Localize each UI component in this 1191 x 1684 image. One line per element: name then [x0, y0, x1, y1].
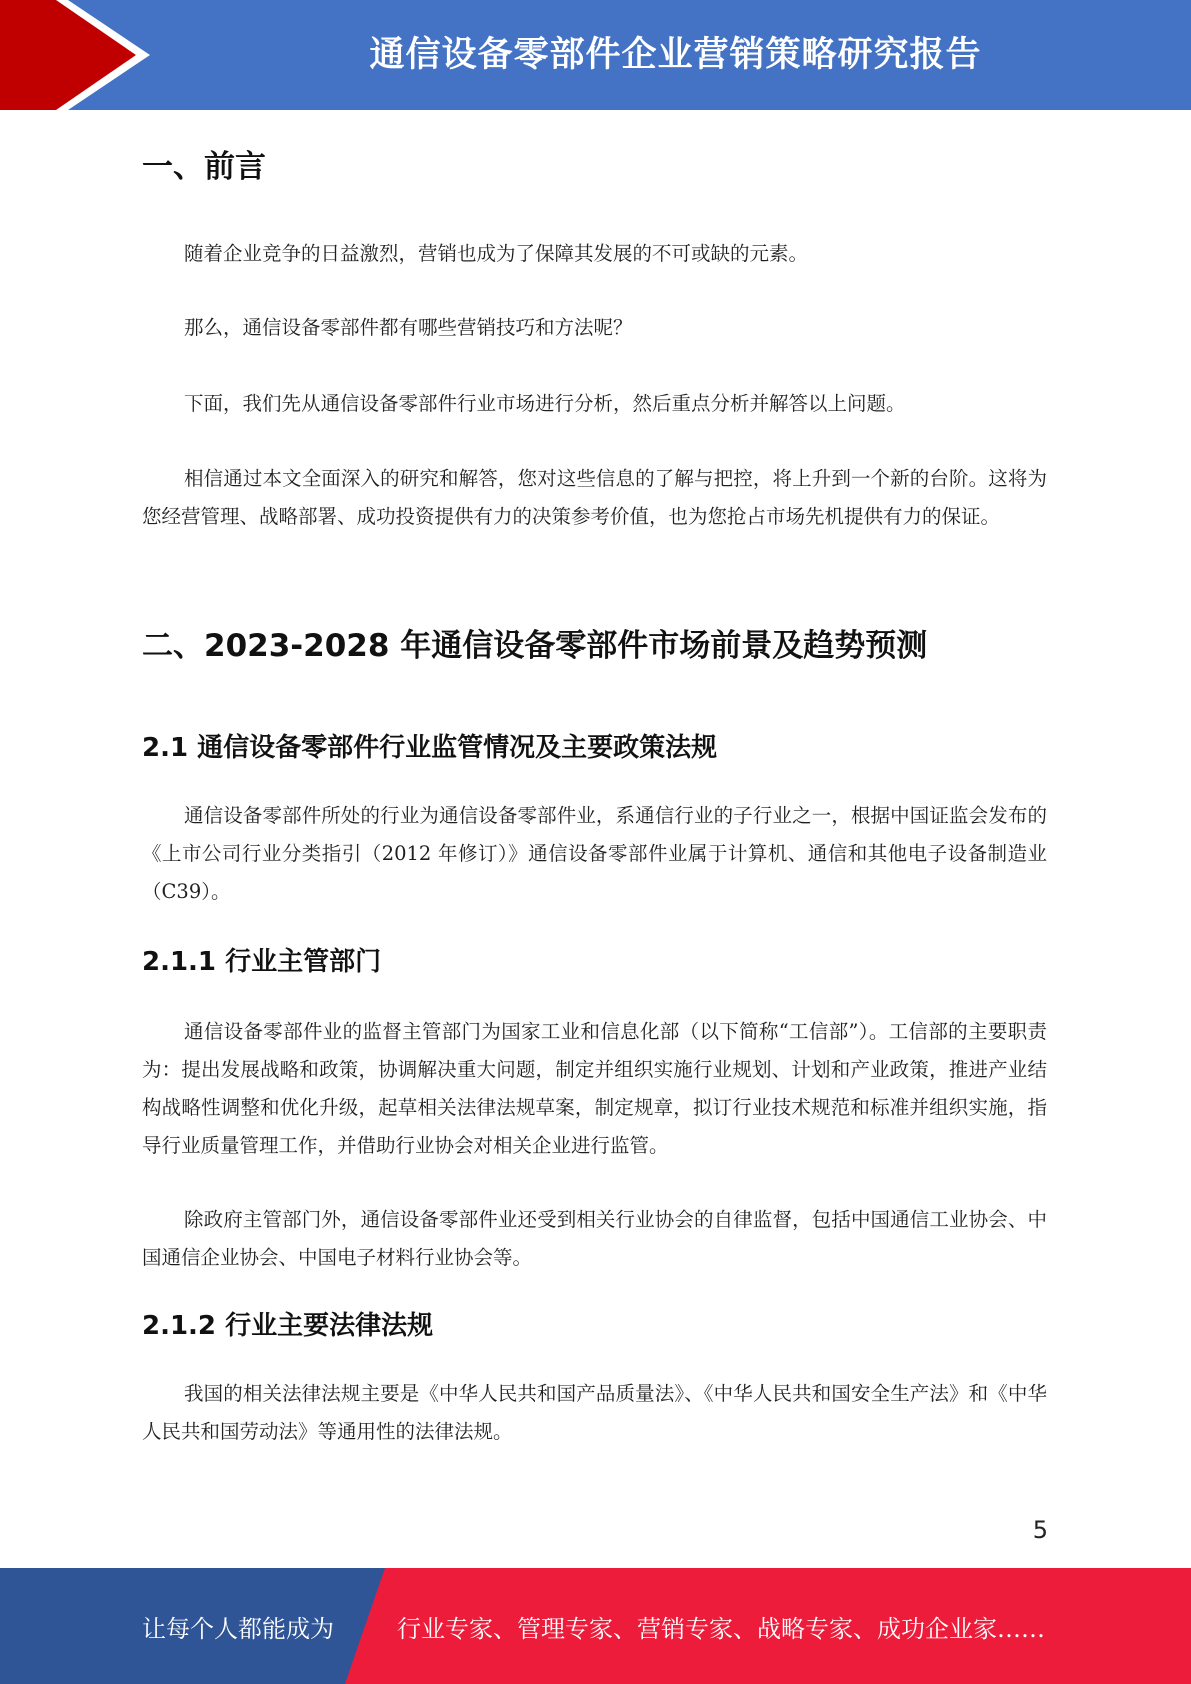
subsection-2-1-paragraph: 通信设备零部件所处的行业为通信设备零部件业，系通信行业的子行业之一，根据中国证监会发布的《上市公司行业分类指引（2012 年修订）》通信设备零部件业属于计算机、通信和其他电子设备制造业（C39）。: [142, 804, 1047, 903]
header-arrow-icon: [0, 0, 160, 110]
footer-slogan-left: 让每个人都能成为: [142, 1614, 334, 1643]
section-heading-market-forecast: 二、2023-2028 年通信设备零部件市场前景及趋势预测: [142, 628, 928, 664]
subsection-2-1-1-paragraph-2: 除政府主管部门外，通信设备零部件业还受到相关行业协会的自律监督，包括中国通信工业协会、中国通信企业协会、中国电子材料行业协会等。: [142, 1208, 1047, 1269]
footer-banner: [0, 1568, 1191, 1684]
document-title: 通信设备零部件企业营销策略研究报告: [369, 35, 982, 75]
preface-paragraph-3: 下面，我们先从通信设备零部件行业市场进行分析，然后重点分析并解答以上问题。: [184, 392, 906, 415]
footer-slogan-right: 行业专家、管理专家、营销专家、战略专家、成功企业家……: [397, 1614, 1045, 1643]
subsection-heading-2-1: 2.1 通信设备零部件行业监管情况及主要政策法规: [142, 733, 718, 763]
preface-paragraph-1: 随着企业竞争的日益激烈，营销也成为了保障其发展的不可或缺的元素。: [184, 242, 809, 265]
subsection-heading-2-1-2: 2.1.2 行业主要法律法规: [142, 1311, 434, 1341]
preface-paragraph-4: 相信通过本文全面深入的研究和解答，您对这些信息的了解与把控，将上升到一个新的台阶。这将为您经营管理、战略部署、成功投资提供有力的决策参考价值，也为您抢占市场先机提供有力的保证。: [142, 467, 1047, 528]
subsection-2-1-2-paragraph: 我国的相关法律法规主要是《中华人民共和国产品质量法》、《中华人民共和国安全生产法》和《中华人民共和国劳动法》等通用性的法律法规。: [142, 1382, 1047, 1443]
subsection-heading-2-1-1: 2.1.1 行业主管部门: [142, 947, 382, 977]
preface-paragraph-2: 那么，通信设备零部件都有哪些营销技巧和方法呢？: [184, 316, 633, 339]
section-heading-preface: 一、前言: [142, 149, 266, 185]
subsection-2-1-1-paragraph-1: 通信设备零部件业的监督主管部门为国家工业和信息化部（以下简称“工信部”）。工信部的主要职责为：提出发展战略和政策，协调解决重大问题，制定并组织实施行业规划、计划和产业政策，推进产业结构战略性调整和优化升级，起草相关法律法规草案，制定规章，拟订行业技术规范和标准并组织实施，指导行业质量管理工作，并借助行业协会对相关企业进行监管。: [142, 1020, 1047, 1157]
header-banner: [0, 0, 1191, 110]
page-number: 5: [1032, 1516, 1048, 1544]
